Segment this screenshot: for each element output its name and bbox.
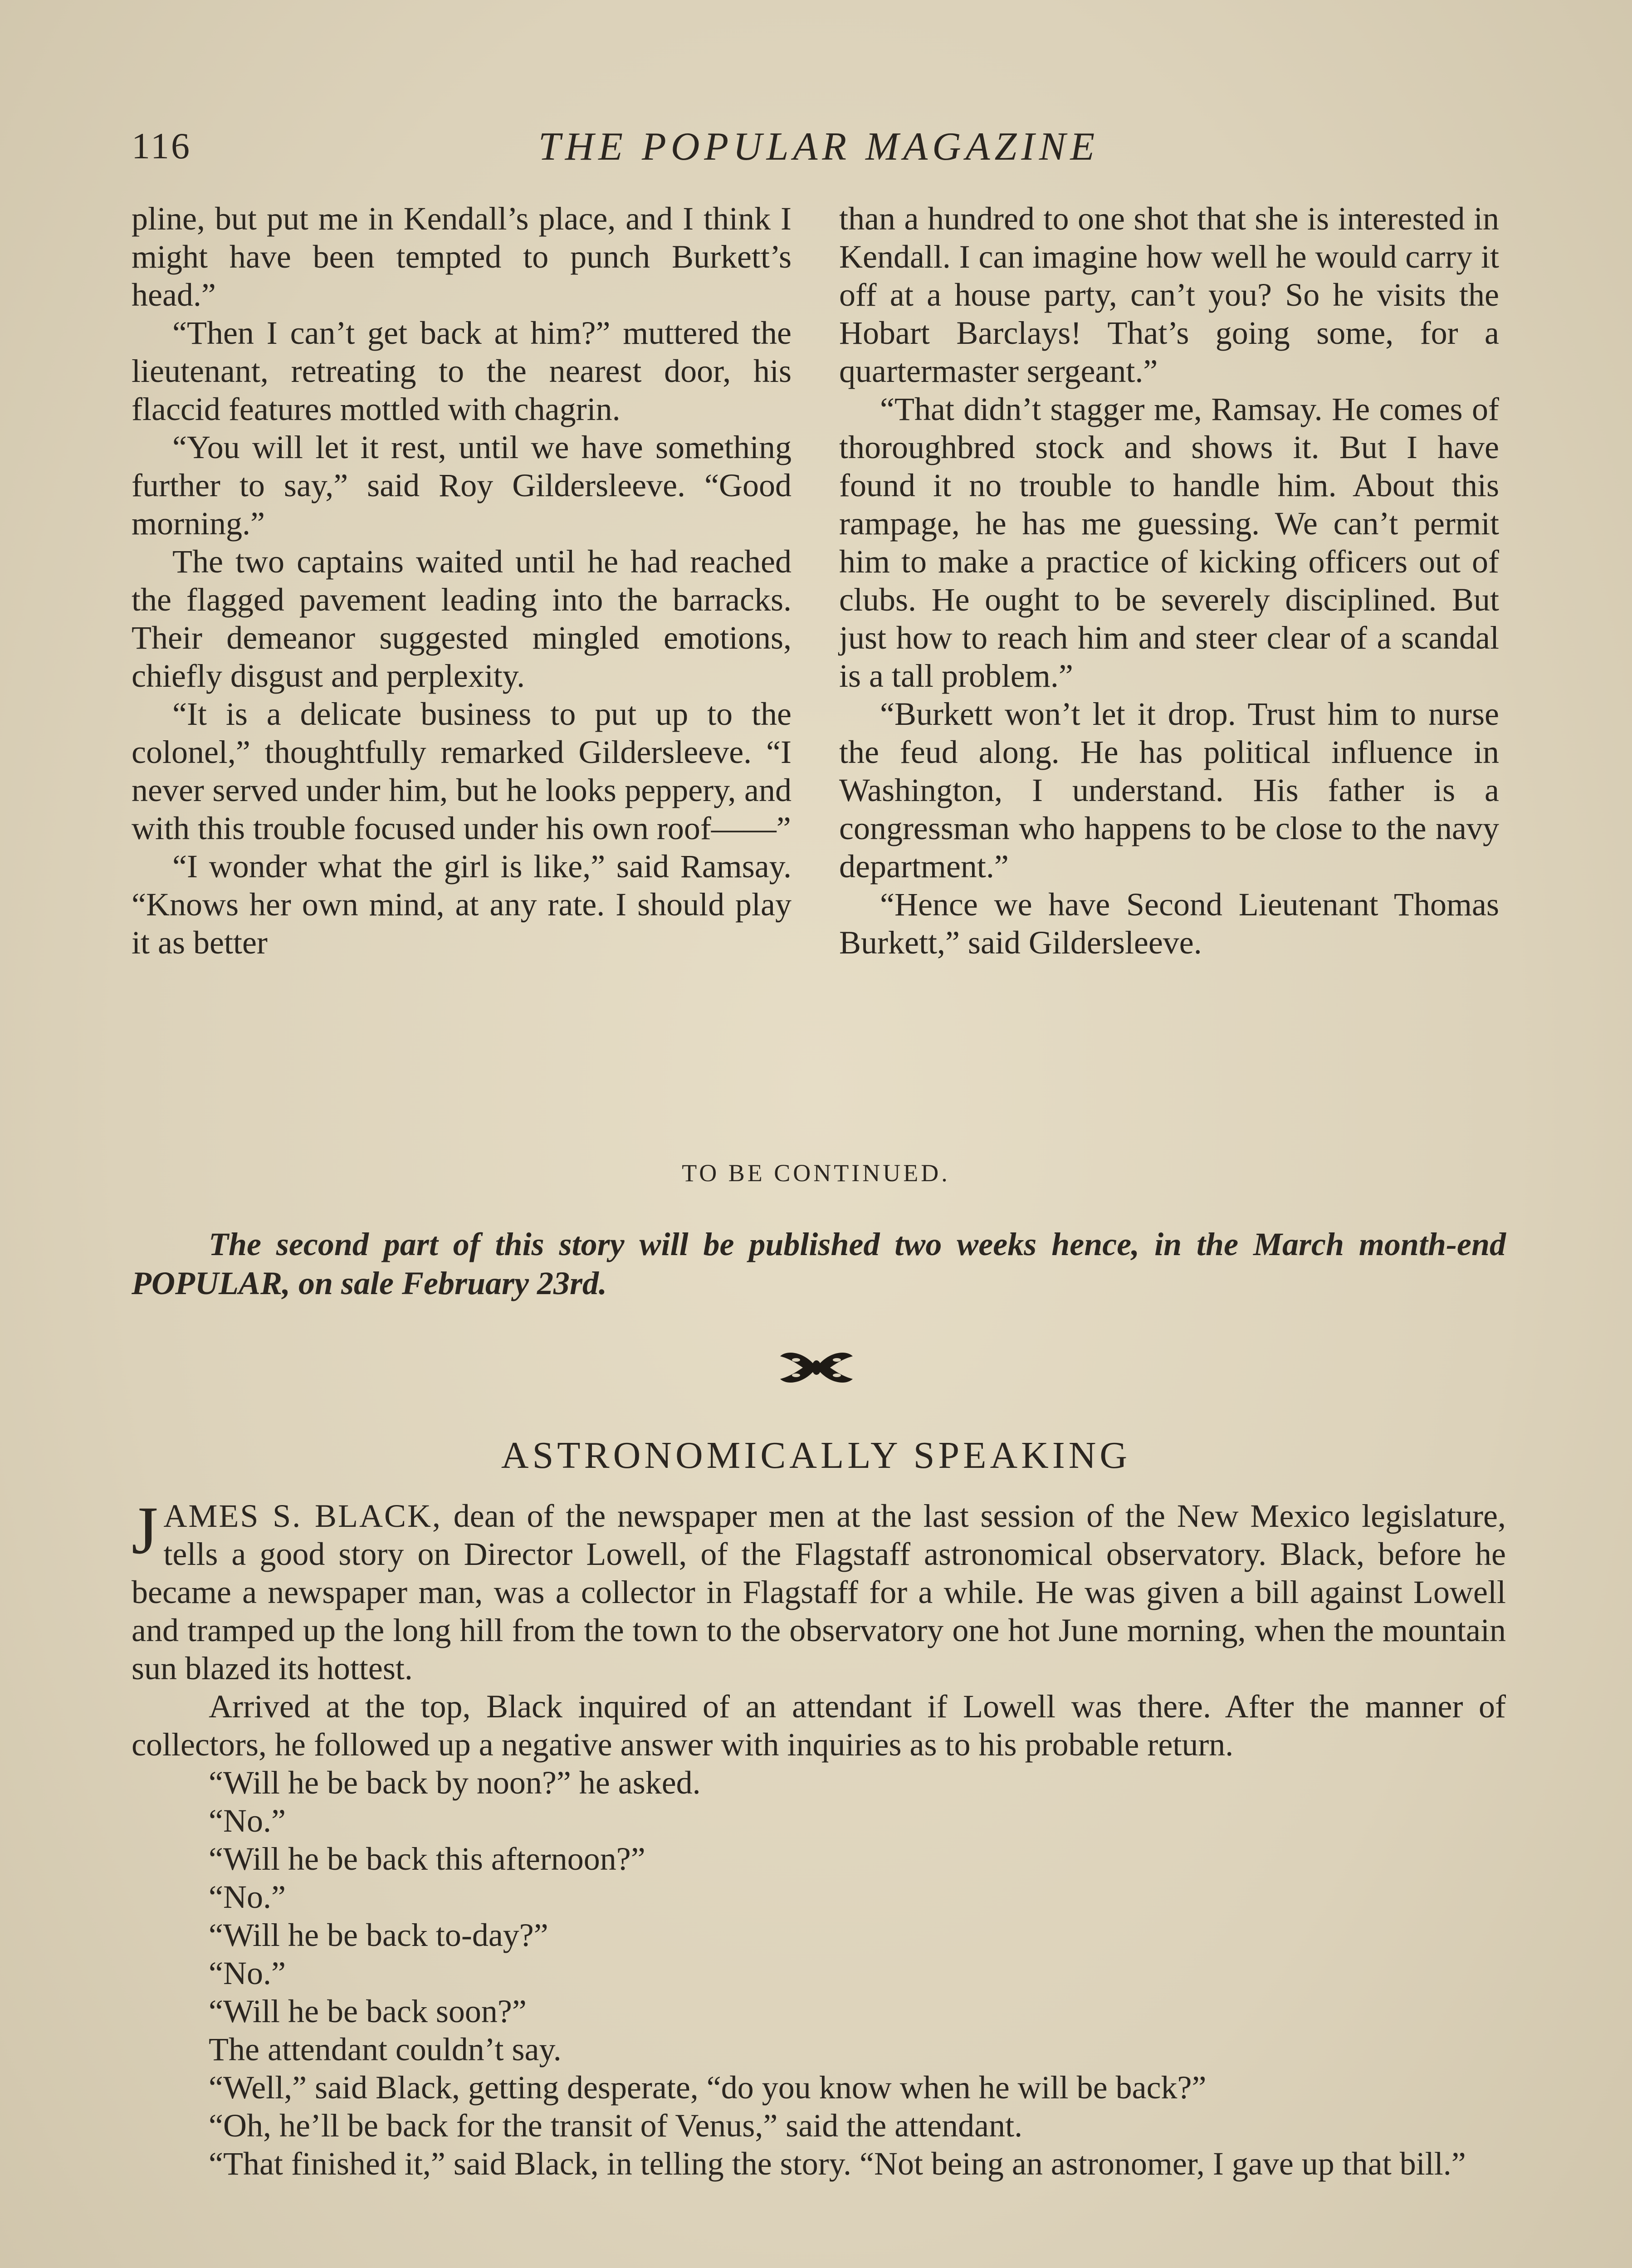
page-number: 116: [132, 125, 191, 166]
right-paragraph: “Hence we have Second Lieutenant Thomas Burkett,” said Gildersleeve.: [839, 886, 1499, 961]
story-dialogue: The attendant couldn’t say.: [209, 2031, 562, 2068]
story-body: [132, 1493, 1506, 2183]
story-dialogue: “Will he be back by noon?” he asked.: [209, 1765, 701, 1801]
right-paragraph: “Burkett won’t let it drop. Trust him to nurse the feud along. He has political influence in Washington, I understand. His father is a congressman who happens to be close to the navy department.”: [839, 696, 1499, 885]
left-paragraph: “It is a delicate business to put up to the colonel,” thoughtfully remarked Gildersleeve. “I never served under him, but he looks peppery, and with this trouble focused under his own roof——”: [132, 696, 792, 846]
left-paragraph: pline, but put me in Kendall’s place, and I think I might have been tempted to punch Burkett’s head.”: [132, 200, 792, 313]
left-paragraph: “You will let it rest, until we have something further to say,” said Roy Gildersleeve. “Good morning.”: [132, 429, 792, 542]
left-paragraph: “Then I can’t get back at him?” muttered the lieutenant, retreating to the nearest door, his flaccid features mottled with chagrin.: [132, 315, 792, 427]
story-dialogue: “No.”: [209, 1879, 286, 1915]
story-dialogue: “No.”: [209, 1803, 286, 1839]
story-dialogue: “Oh, he’ll be back for the transit of Venus,” said the attendant.: [209, 2107, 1023, 2144]
story-dialogue: “No.”: [209, 1955, 286, 1991]
left-paragraph: The two captains waited until he had reached the flagged pavement leading into the barracks. Their demeanor suggested mingled emotions, chiefly disgust and perplexity.: [132, 543, 792, 694]
story-first-paragraph-text: dean of the newspaper men at the last session of the New Mexico legislature, tells a good story on Director Lowell, of the Flagstaff astronomical observatory. Black, before he became a newspaper man, was a collector in Flagstaff for a while. He was given a bill against Lowell and tramped up the long hill from the town to the observatory one hot June morning, when the mountain sun blazed its hottest.: [132, 1498, 1506, 1686]
decorative-fleuron-icon: [778, 1347, 855, 1388]
left-column: [132, 200, 792, 962]
right-paragraph: than a hundred to one shot that she is interested in Kendall. I can imagine how well he would carry it off at a house party, can’t you? So he visits the Hobart Barclays! That’s going some, for a quartermaster sergeant.”: [839, 200, 1499, 389]
story-dialogue: “Well,” said Black, getting desperate, “do you know when he will be back?”: [209, 2069, 1207, 2106]
story-lead-in: AMES S. BLACK,: [163, 1498, 442, 1534]
right-paragraph: “That didn’t stagger me, Ramsay. He comes of thoroughbred stock and shows it. But I have found it no trouble to handle him. About this rampage, he has me guessing. We can’t permit him to make a practice of kicking officers out of clubs. He ought to be severely disciplined. But just how to reach him and steer clear of a scandal is a tall problem.”: [839, 391, 1499, 694]
left-paragraph: “I wonder what the girl is like,” said Ramsay. “Knows her own mind, at any rate. I should play it as better: [132, 848, 792, 961]
story-first-paragraph: [132, 1493, 1506, 1687]
page-header: [132, 116, 1506, 179]
running-title: THE POPULAR MAGAZINE: [538, 125, 1099, 169]
story-title: ASTRONOMICALLY SPEAKING: [501, 1434, 1131, 1476]
article-columns: [132, 200, 1506, 1120]
to-be-continued: TO BE CONTINUED.: [682, 1159, 950, 1187]
story-paragraph: “That finished it,” said Black, in telling the story. “Not being an astronomer, I gave up that bill.”: [209, 2146, 1466, 2182]
right-column: [839, 200, 1499, 962]
next-issue-note: The second part of this story will be published two weeks hence, in the March month-end POPULAR, on sale February 23rd.: [132, 1226, 1506, 1301]
story-dialogue: “Will he be back this afternoon?”: [209, 1841, 645, 1877]
drop-cap: J: [132, 1493, 158, 1568]
story-paragraph: Arrived at the top, Black inquired of an attendant if Lowell was there. After the manner of collectors, he followed up a negative answer with inquiries as to his probable return.: [132, 1688, 1506, 1763]
story-dialogue: “Will he be back to-day?”: [209, 1917, 548, 1953]
story-dialogue: “Will he be back soon?”: [209, 1993, 527, 2029]
